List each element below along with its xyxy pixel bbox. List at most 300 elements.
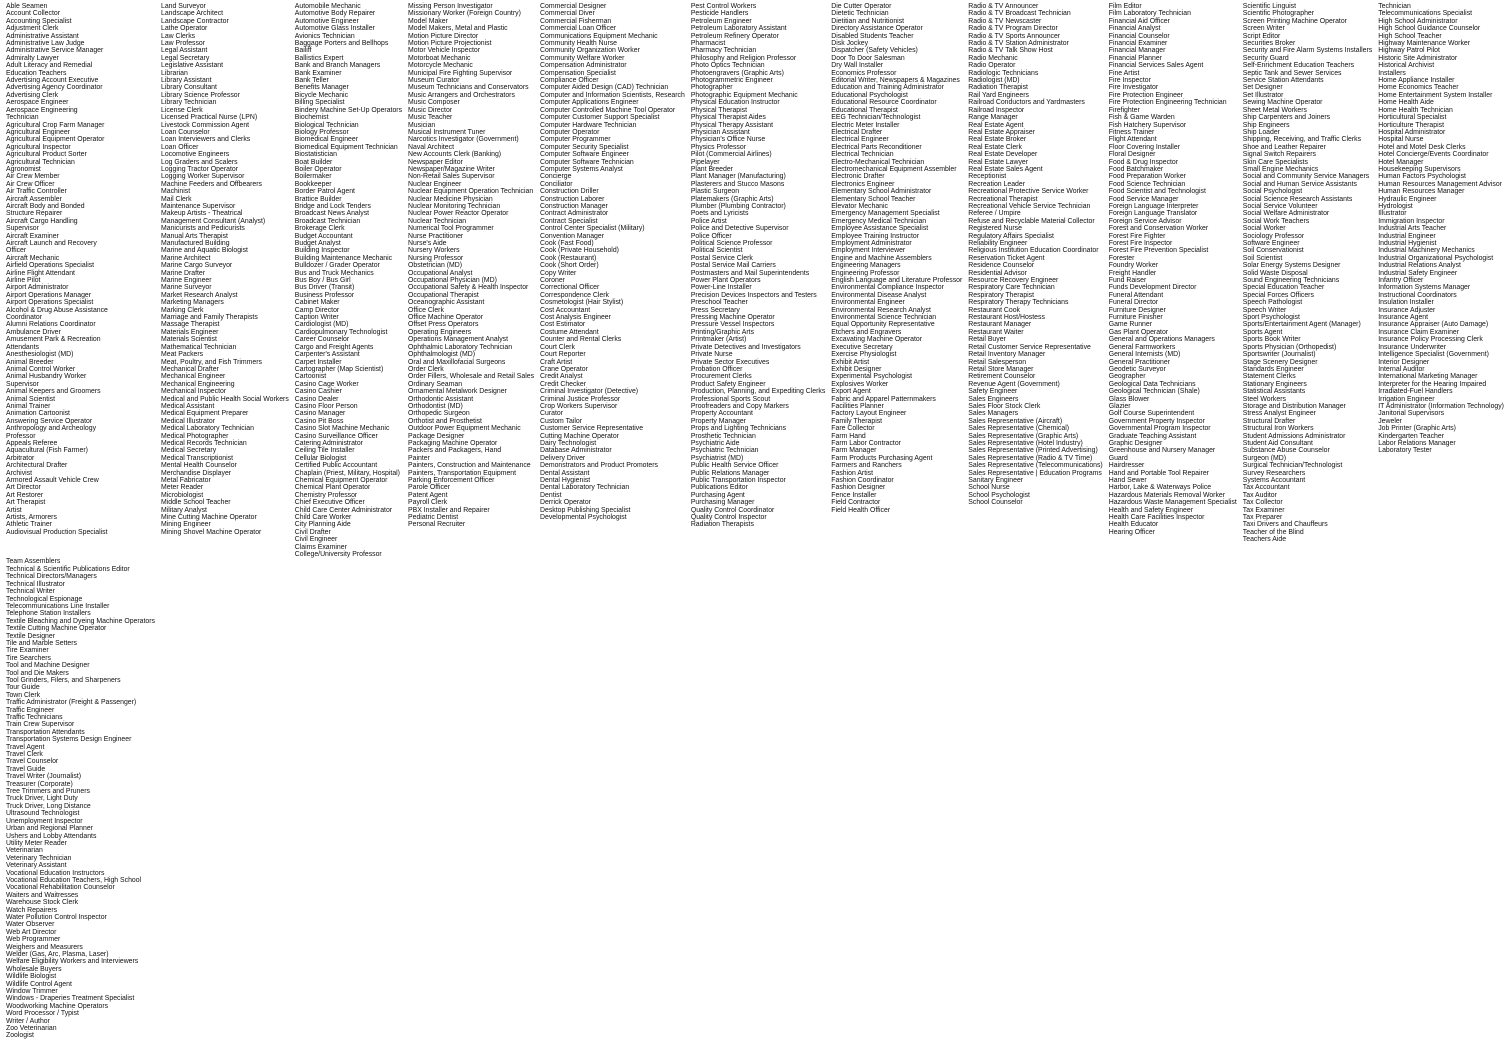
occupation-entry: Ceiling Tile Installer xyxy=(294,447,355,455)
occupation-entry: Procurement Clerks xyxy=(690,373,752,381)
occupation-entry: Housekeeping Supervisors xyxy=(1378,165,1461,173)
occupation-entry: Makeup Artists - Theatrical xyxy=(161,210,243,218)
occupation-entry: Retail Salesperson xyxy=(968,358,1027,366)
occupation-entry: Installers xyxy=(1378,69,1406,77)
occupation-entry: Social Welfare Administrator xyxy=(1242,210,1330,218)
occupation-entry: Sewing Machine Operator xyxy=(1242,99,1323,107)
occupation-entry: Credit Analyst xyxy=(540,373,583,381)
occupation-entry: Real Estate Broker xyxy=(968,136,1027,144)
occupation-entry: Truck Driver, Light Duty xyxy=(6,795,78,803)
occupation-entry: Industrial Organizational Psychologist xyxy=(1378,254,1494,262)
occupation-entry: Self-Enrichment Education Teachers xyxy=(1242,62,1355,70)
occupation-entry: Tax Collector xyxy=(1242,499,1283,507)
occupation-entry: English Language and Literature Professor xyxy=(831,277,963,285)
occupation-entry: Occupational Analyst xyxy=(408,269,473,277)
occupation-entry: Electrical Drafter xyxy=(831,128,883,136)
occupation-entry: Animal Trainer xyxy=(6,402,51,410)
occupation-entry: Correctional Officer xyxy=(540,284,600,292)
occupation-entry: Air Traffic Controller xyxy=(6,188,67,196)
occupation-entry: Home Economics Teacher xyxy=(1378,84,1459,92)
occupation-entry: Substance Abuse Counselor xyxy=(1242,447,1330,455)
occupation-entry: Metal Fabricator xyxy=(161,477,211,484)
occupation-entry: Industrial Safety Engineer xyxy=(1378,269,1458,277)
occupation-entry: Logging Tractor Operator xyxy=(161,165,238,173)
occupation-entry: Broadcast News Analyst xyxy=(294,210,370,218)
occupation-entry: Laboratory Tester xyxy=(1378,447,1432,455)
occupation-entry: Real Estate Lawyer xyxy=(968,158,1029,166)
occupation-entry: Student Admissions Administrator xyxy=(1242,432,1346,440)
occupation-entry: Art Therapist xyxy=(6,499,46,507)
occupation-entry: Electronic Drafter xyxy=(831,173,885,181)
occupation-entry: Cosmetologist (Hair Stylist) xyxy=(540,299,624,307)
occupation-entry: Teacher of the Blind xyxy=(1242,528,1304,536)
occupation-entry: Furniture Designer xyxy=(1108,306,1166,314)
occupation-entry: Set Designer xyxy=(1242,84,1283,92)
occupation-entry: Publications Editor xyxy=(690,484,748,492)
occupation-entry: Fine Artist xyxy=(1108,69,1140,77)
occupation-entry: Product Safety Engineer xyxy=(690,380,766,388)
occupation-entry: Medical Illustrator xyxy=(161,417,215,425)
occupation-entry: Airport Operations Specialist xyxy=(6,299,94,307)
occupation-entry: Commercial Diver xyxy=(540,10,595,18)
occupation-entry: Model Maker xyxy=(408,17,448,25)
occupation-entry: Small Engine Mechanics xyxy=(1242,165,1319,173)
occupation-entry: Pilot (Commercial Airlines) xyxy=(690,151,772,159)
occupation-entry: Quality Control Coordinator xyxy=(690,506,775,514)
occupation-entry: Recreational Vehicle Service Technician xyxy=(968,202,1091,210)
occupation-entry: Funeral Attendant xyxy=(1108,291,1164,299)
occupation-entry: City Planning Aide xyxy=(294,521,351,529)
occupation-entry: Physical Education Instructor xyxy=(690,99,780,107)
occupation-entry: Medical Equipment Preparer xyxy=(161,410,249,418)
occupation-entry: Retail Customer Service Representative xyxy=(968,343,1091,351)
occupation-entry: Criminal Investigator (Detective) xyxy=(540,388,639,396)
occupation-entry: Janitorial Supervisors xyxy=(1378,410,1445,418)
occupation-entry: Fund Raiser xyxy=(1108,277,1147,285)
occupation-entry: Educational Resource Coordinator xyxy=(831,99,937,107)
occupation-entry: Security and Fire Alarm Systems Installers xyxy=(1242,47,1373,55)
occupation-entry: Musical Instrument Tuner xyxy=(408,128,486,136)
occupation-entry: Meat Packers xyxy=(161,351,204,359)
occupation-entry: Newspaper/Magazine Writer xyxy=(408,165,495,173)
occupation-entry: Payroll Clerk xyxy=(408,499,448,507)
occupation-entry: Real Estate Sales Agent xyxy=(968,165,1043,173)
occupation-entry: Benefits Manager xyxy=(294,84,349,92)
occupation-entry: Animal Husbandry Worker xyxy=(6,373,87,381)
occupation-entry: Physical Therapist Aides xyxy=(690,114,766,122)
occupation-entry: Traffic Technicians xyxy=(6,714,63,721)
occupation-entry: Radio & TV Broadcast Technician xyxy=(968,10,1071,18)
occupation-entry: Bank and Branch Managers xyxy=(294,62,381,70)
occupation-entry: Sports/Entertainment Agent (Manager) xyxy=(1242,321,1361,329)
occupation-entry: Food Batchmaker xyxy=(1108,165,1164,173)
occupation-entry: Ornamental Metalwork Designer xyxy=(408,388,507,396)
occupation-entry: Sales Representative (Telecommunications) xyxy=(968,462,1103,470)
occupation-entry: Aerospace Engineering xyxy=(6,106,78,114)
occupation-entry: Advertising Clerk xyxy=(6,91,59,99)
occupation-entry: Bus and Truck Mechanics xyxy=(294,269,374,277)
occupation-entry: Real Estate Agent xyxy=(968,121,1024,129)
occupation-entry: Advertising Agency Coordinator xyxy=(6,84,103,92)
occupation-entry: Education and Training Administrator xyxy=(831,84,944,92)
occupation-entry: Home Health Technician xyxy=(1378,106,1453,114)
occupation-entry: Signal Switch Repairers xyxy=(1242,151,1316,159)
occupation-entry: Hotel Manager xyxy=(1378,158,1424,166)
occupation-entry: Structural Iron Workers xyxy=(1242,425,1314,433)
occupation-entry: Physical Therapy Assistant xyxy=(690,121,774,129)
occupation-entry: Loan Interviewers and Clerks xyxy=(161,136,251,144)
occupation-entry: Convention Manager xyxy=(540,232,605,240)
occupation-entry: Contract Specialist xyxy=(540,217,598,225)
occupation-entry: Nuclear Equipment Operation Technician xyxy=(408,188,534,196)
occupation-entry: Automotive Engineer xyxy=(294,17,359,25)
occupation-entry: Sanitary Engineer xyxy=(968,477,1024,484)
occupation-entry: Receptionist xyxy=(968,173,1007,181)
occupation-entry: Food Preparation Worker xyxy=(1108,173,1186,181)
occupation-entry: Communications Equipment Mechanic xyxy=(540,32,658,40)
occupation-entry: Sales Managers xyxy=(968,410,1019,418)
occupation-entry: Labor Relations Manager xyxy=(1378,439,1456,447)
occupation-entry: Motorboat Mechanic xyxy=(408,54,471,62)
occupation-entry: Woodworking Machine Operators xyxy=(6,1002,109,1010)
occupation-entry: Animal Control Worker xyxy=(6,365,76,373)
occupation-entry: Welfare Eligibility Workers and Interviewers xyxy=(6,958,139,966)
occupation-entry: Meat, Poultry, and Fish Trimmers xyxy=(161,358,262,366)
occupation-entry: Wholesale Buyers xyxy=(6,965,62,973)
occupation-entry: Stage Scenery Designer xyxy=(1242,358,1318,366)
occupation-entry: Ultrasound Technologist xyxy=(6,810,80,818)
occupation-entry: Respiratory Therapist xyxy=(968,291,1035,299)
occupation-entry: Sales Representative (Hotel Industry) xyxy=(968,439,1083,447)
occupation-entry: Train Crew Supervisor xyxy=(6,721,75,729)
occupation-entry: Travel Clerk xyxy=(6,751,43,759)
occupation-entry: Budget Accountant xyxy=(294,232,353,240)
occupation-entry: Farmers and Ranchers xyxy=(831,462,902,470)
occupation-entry: Emergency Management Specialist xyxy=(831,210,940,218)
occupation-entry: Chemical Equipment Operator xyxy=(294,477,388,484)
occupation-entry: Graphic Designer xyxy=(1108,439,1163,447)
occupation-entry: Explosives Worker xyxy=(831,380,889,388)
occupation-entry: Textile Bleaching and Dyeing Machine Operators xyxy=(6,617,155,625)
occupation-entry: Employee Training Instructor xyxy=(831,232,919,240)
occupation-entry: Construction Driller xyxy=(540,188,599,196)
occupation-entry: New Accounts Clerk (Banking) xyxy=(408,151,502,159)
occupation-entry: Social Worker xyxy=(1242,225,1286,233)
occupation-entry: Occupational Therapist xyxy=(408,291,479,299)
occupation-entry: Warehouse Stock Clerk xyxy=(6,899,79,907)
occupation-entry: Library Technician xyxy=(161,99,217,107)
occupation-entry: Library Consultant xyxy=(161,84,217,92)
occupation-entry: Electromechanical Equipment Assembler xyxy=(831,165,957,173)
occupation-entry: Electronics Engineer xyxy=(831,180,895,188)
occupation-entry: Aircraft Cargo Handling xyxy=(6,217,78,225)
occupation-entry: Painters, Construction and Maintenance xyxy=(408,462,531,470)
occupation-entry: Hazardous Materials Removal Worker xyxy=(1108,491,1226,499)
occupation-entry: Hearing Officer xyxy=(1108,528,1155,536)
occupation-entry: Human Resources Manager xyxy=(1378,188,1465,196)
occupation-entry: Restaurant Manager xyxy=(968,321,1032,329)
occupation-entry: Textile Cutting Machine Operator xyxy=(6,625,107,633)
occupation-entry: Equal Opportunity Representative xyxy=(831,321,935,329)
occupation-entry: Automobile Mechanic xyxy=(294,3,361,10)
occupation-entry: Restaurant Waiter xyxy=(968,328,1024,336)
occupation-entry: Hand and Portable Tool Repairer xyxy=(1108,469,1209,477)
occupation-entry: Sport Psychologist xyxy=(1242,314,1300,322)
occupation-entry: Packaging Machine Operator xyxy=(408,439,498,447)
occupation-entry: Airport Operations Manager xyxy=(6,291,92,299)
occupation-entry: Marine Drafter xyxy=(161,269,206,277)
occupation-entry: Sports Book Writer xyxy=(1242,336,1301,344)
occupation-entry: Radio & TV Newscaster xyxy=(968,17,1042,25)
occupation-entry: Engineering Managers xyxy=(831,262,901,270)
occupation-entry: Coroner xyxy=(540,277,565,285)
occupation-entry: Forest Fire Prevention Specialist xyxy=(1108,247,1209,255)
occupation-entry: Educational Psychologist xyxy=(831,91,908,99)
occupation-entry: College/University Professor xyxy=(294,551,382,559)
occupation-entry: Brattice Builder xyxy=(294,195,342,203)
occupation-entry: Electric Meter Installer xyxy=(831,121,900,129)
occupation-entry: Marine and Aquatic Biologist xyxy=(161,247,248,255)
occupation-entry: Casino Pit Boss xyxy=(294,417,344,425)
occupation-entry: Fashion Coordinator xyxy=(831,477,894,484)
occupation-entry: Casino Cashier xyxy=(294,388,342,396)
occupation-column xyxy=(831,3,962,558)
occupation-entry: Radio Operator xyxy=(968,62,1016,70)
occupation-entry: Aircraft Examiner xyxy=(6,232,59,240)
occupation-entry: Locomotive Engineers xyxy=(161,151,230,159)
occupation-entry: Carpenter's Assistant xyxy=(294,351,360,359)
occupation-entry: Photo Optics Technician xyxy=(690,62,765,70)
occupation-entry: Police Artist xyxy=(690,217,727,225)
occupation-column xyxy=(295,3,402,558)
occupation-entry: Plumber (Plumbing Contractor) xyxy=(690,202,786,210)
occupation-entry: Budget Analyst xyxy=(294,240,341,247)
occupation-entry: Transportation Systems Design Engineer xyxy=(6,736,132,744)
occupation-entry: Greenhouse and Nursery Manager xyxy=(1108,447,1216,455)
occupation-entry: Office Clerk xyxy=(408,306,444,314)
occupation-entry: Developmental Psychologist xyxy=(540,514,627,522)
occupation-entry: General Practitioner xyxy=(1108,358,1171,366)
occupation-entry: Tool and Machine Designer xyxy=(6,662,90,670)
occupation-entry: Administrative Law Judge xyxy=(6,40,85,48)
occupation-entry: Licensed Practical Nurse (LPN) xyxy=(161,114,258,122)
occupation-entry: Team Assemblers xyxy=(6,558,61,566)
occupation-entry: Precision Devices Inspectors and Testers xyxy=(690,291,817,299)
occupation-entry: Social and Community Service Managers xyxy=(1242,173,1370,181)
occupation-column xyxy=(6,558,155,1039)
occupation-entry: Quality Control Inspector xyxy=(690,514,767,522)
occupation-entry: Sales Representative (Chemical) xyxy=(968,425,1070,433)
occupation-entry: Caption Writer xyxy=(294,314,339,322)
occupation-entry: Hazardous Waste Management Specialist xyxy=(1108,499,1237,507)
occupation-entry: Police and Detective Supervisor xyxy=(690,225,789,233)
occupation-entry: Financial Examiner xyxy=(1108,40,1168,48)
occupation-entry: Marine Architect xyxy=(161,254,211,262)
occupation-entry: Sports Physician (Orthopedist) xyxy=(1242,343,1337,351)
occupation-entry: Interpreter for the Hearing Impaired xyxy=(1378,380,1487,388)
occupation-entry: Engine and Machine Assemblers xyxy=(831,254,932,262)
occupation-entry: Architectural Drafter xyxy=(6,462,68,470)
occupation-entry: Psychiatric Technician xyxy=(690,447,759,455)
occupation-entry: Window Trimmer xyxy=(6,988,58,996)
occupation-entry: Police Officer xyxy=(690,232,732,240)
occupation-entry: Security Guard xyxy=(1242,54,1289,62)
occupation-entry: Medical Laboratory Technician xyxy=(161,425,254,433)
occupation-entry: Pesticide Handlers xyxy=(690,10,749,18)
occupation-entry: Computer Operator xyxy=(540,128,600,136)
occupation-entry: Freight Handler xyxy=(1108,269,1157,277)
occupation-entry: Tax Auditor xyxy=(1242,491,1277,499)
occupation-entry: Screen Printing Machine Operator xyxy=(1242,17,1347,25)
occupation-entry: Forest Fire Inspector xyxy=(1108,240,1173,247)
occupation-entry: Interior Designer xyxy=(1378,358,1430,366)
occupation-entry: Law Professor xyxy=(161,40,206,48)
occupation-entry: Machine Feeders and Offbearers xyxy=(161,180,262,188)
occupation-entry: Airfield Operations Specialist xyxy=(6,262,95,270)
occupation-entry: Environmental Compliance Inspector xyxy=(831,284,944,292)
occupation-entry: Range Manager xyxy=(968,114,1018,122)
occupation-entry: Business Professor xyxy=(294,291,355,299)
occupation-entry: Materials Scientist xyxy=(161,336,217,344)
occupation-entry: Massage Therapist xyxy=(161,321,220,329)
occupation-entry: Nurse Practitioner xyxy=(408,232,464,240)
occupation-entry: Funds Development Director xyxy=(1108,284,1197,292)
occupation-entry: Operating Engineers xyxy=(408,328,472,336)
occupation-entry: Scientific Linguist xyxy=(1242,3,1297,10)
occupation-entry: Agricultural Equipment Operator xyxy=(6,136,105,144)
occupation-column xyxy=(1109,3,1237,558)
occupation-entry: Curator xyxy=(540,410,564,418)
occupation-entry: Delivery Driver xyxy=(540,454,586,462)
occupation-entry: Field Contractor xyxy=(831,499,881,507)
occupation-entry: Casino Floor Person xyxy=(294,402,358,410)
occupation-column xyxy=(1378,3,1504,558)
occupation-entry: Biological Technician xyxy=(294,121,359,129)
occupation-entry: Community Health Nurse xyxy=(540,40,618,48)
occupation-entry: Able Seamen xyxy=(6,3,48,10)
occupation-entry: Proofreaders and Copy Markers xyxy=(690,402,789,410)
occupation-entry: License Clerk xyxy=(161,106,203,114)
occupation-entry: Dry Wall Installer xyxy=(831,62,884,70)
occupation-entry: Stationary Engineers xyxy=(1242,380,1307,388)
occupation-entry: Waiters and Waitresses xyxy=(6,891,79,899)
occupation-entry: Physical Therapist xyxy=(690,106,747,114)
occupation-entry: Dietetic Technician xyxy=(831,10,889,18)
occupation-entry: Surgeon (MD) xyxy=(1242,454,1287,462)
occupation-entry: Farm Products Purchasing Agent xyxy=(831,454,933,462)
occupation-entry: Vocational Education Teachers, High School xyxy=(6,876,142,884)
occupation-entry: Geographer xyxy=(1108,373,1146,381)
occupation-entry: Automotive Body Repairer xyxy=(294,10,376,18)
occupation-entry: Flight Attendant xyxy=(1108,136,1157,144)
occupation-entry: Computer Hardware Technician xyxy=(540,121,637,129)
occupation-entry: Home Appliance Installer xyxy=(1378,77,1455,85)
occupation-entry: Petroleum Refinery Operator xyxy=(690,32,779,40)
occupation-entry: Solar Energy Systems Designer xyxy=(1242,262,1341,270)
occupation-entry: Mechanical Engineering xyxy=(161,380,235,388)
occupation-entry: Hydraulic Engineer xyxy=(1378,195,1437,203)
occupation-entry: Cost Estimator xyxy=(540,321,586,329)
occupation-entry: Historical Archivist xyxy=(1378,62,1435,70)
occupation-entry: Shoe and Leather Repairer xyxy=(1242,143,1326,151)
occupation-entry: Nuclear Engineer xyxy=(408,180,462,188)
occupation-entry: Wildlife Biologist xyxy=(6,973,57,981)
occupation-entry: Biochemist xyxy=(294,114,329,122)
occupation-entry: Mechanical Inspector xyxy=(161,388,227,396)
occupation-entry: Building Maintenance Mechanic xyxy=(294,254,393,262)
occupation-entry: Customer Service Representative xyxy=(540,425,644,433)
occupation-entry: Guard xyxy=(1108,454,1128,462)
occupation-column xyxy=(691,3,825,558)
occupation-entry: Art Restorer xyxy=(6,491,44,499)
occupation-entry: Marine Surveyor xyxy=(161,284,212,292)
occupation-entry: Cartoonist xyxy=(294,373,327,381)
occupation-entry: Photographer xyxy=(690,84,733,92)
occupation-entry: Industrial Hygienist xyxy=(1378,240,1437,247)
occupation-entry: Radio & TV Announcer xyxy=(968,3,1039,10)
occupation-entry: Real Estate Appraiser xyxy=(968,128,1035,136)
occupation-entry: Respiratory Care Technician xyxy=(968,284,1055,292)
occupation-entry: Speech Pathologist xyxy=(1242,299,1303,307)
occupation-entry: Outdoor Power Equipment Mechanic xyxy=(408,425,521,433)
occupation-entry: Ship Carpenters and Joiners xyxy=(1242,114,1331,122)
occupation-entry: Numerical Tool Programmer xyxy=(408,225,494,233)
occupation-entry: Avionics Technician xyxy=(294,32,355,40)
occupation-entry: Weighers and Measurers xyxy=(6,943,83,951)
occupation-entry: Tax Accountant xyxy=(1242,484,1290,492)
occupation-entry: Petroleum Engineer xyxy=(690,17,752,25)
occupation-entry: Mechanical Drafter xyxy=(161,365,219,373)
occupation-entry: Manufactured Building xyxy=(161,240,230,247)
occupation-entry: Fitness Trainer xyxy=(1108,128,1155,136)
occupation-entry: Retail Inventory Manager xyxy=(968,351,1046,359)
occupation-entry: Airline Flight Attendant xyxy=(6,269,75,277)
occupation-entry: Cardiopulmonary Technologist xyxy=(294,328,388,336)
occupation-entry: Watch Repairers xyxy=(6,906,58,914)
occupation-entry: Glass Blower xyxy=(1108,395,1150,403)
occupation-entry: Geodetic Surveyor xyxy=(1108,365,1166,373)
occupation-entry: Water Observer xyxy=(6,921,55,929)
occupation-entry: Factory Layout Engineer xyxy=(831,410,907,418)
occupation-entry: Court Reporter xyxy=(540,351,586,359)
occupation-entry: Furniture Finisher xyxy=(1108,314,1163,322)
occupation-entry: Air Crew Member xyxy=(6,173,60,181)
occupation-entry: Soil Conservationist xyxy=(1242,247,1304,255)
occupation-entry: Control Center Specialist (Military) xyxy=(540,225,645,233)
occupation-entry: Non-Retail Sales Supervisor xyxy=(408,173,495,181)
occupation-entry: Public Relations Manager xyxy=(690,469,770,477)
occupation-entry: Home Health Aide xyxy=(1378,99,1434,107)
occupation-entry: Financial Counselor xyxy=(1108,32,1170,40)
occupation-entry: Immigration Inspector xyxy=(1378,217,1445,225)
occupation-entry: School Counselor xyxy=(968,499,1023,507)
occupation-entry: Cartographer (Map Scientist) xyxy=(294,365,384,373)
occupation-entry: Prosthetic Technician xyxy=(690,432,756,440)
occupation-entry: Golf Course Superintendent xyxy=(1108,410,1195,418)
occupation-entry: Dental Laboratory Technician xyxy=(540,484,630,492)
occupation-entry: Jeweler xyxy=(1378,417,1402,425)
occupation-entry: Postal Service Clerk xyxy=(690,254,753,262)
occupation-entry: Historic Site Administrator xyxy=(1378,54,1458,62)
occupation-entry: Septic Tank and Sewer Services xyxy=(1242,69,1342,77)
occupation-entry: International Marketing Manager xyxy=(1378,373,1478,381)
occupation-entry: Artist xyxy=(6,506,22,514)
occupation-entry: Production, Planning, and Expediting Clerks xyxy=(690,388,826,396)
occupation-entry: Stress Analyst Engineer xyxy=(1242,410,1316,418)
occupation-entry: Floral Designer xyxy=(1108,151,1156,159)
occupation-entry: Infantry Officer xyxy=(1378,277,1424,285)
occupation-entry: Order Clerk xyxy=(408,365,444,373)
